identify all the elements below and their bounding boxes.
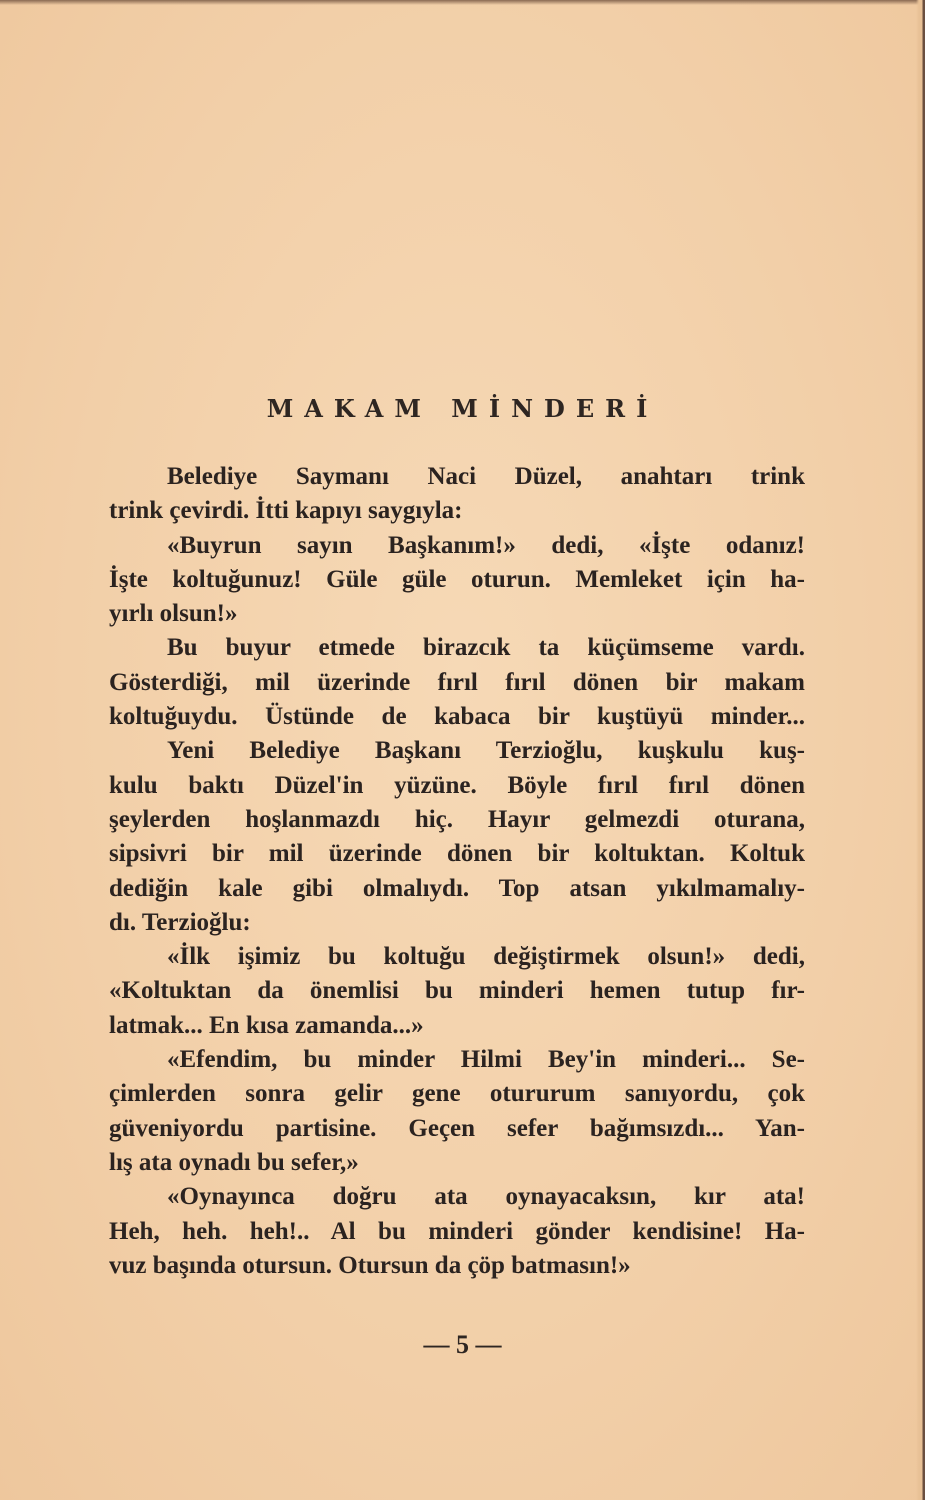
page-number: — 5 —: [423, 1330, 502, 1359]
page-right-edge: [916, 0, 925, 1500]
text-line: Yeni Belediye Başkanı Terzioğlu, kuşkulu kuş-: [167, 737, 805, 765]
chapter-title: MAKAM MİNDERİ: [266, 394, 659, 423]
page-top-edge: [0, 0, 925, 5]
text-line: güveniyordu partisine. Geçen sefer bağımsızdı... Yan-: [109, 1114, 805, 1142]
text-line: dediğin kale gibi olmalıydı. Top atsan yıkılmamalıy-: [109, 874, 805, 902]
text-line: «Oynayınca doğru ata oynayacaksın, kır ata!: [167, 1183, 805, 1211]
text-line: çimlerden sonra gelir gene otururum sanıyordu, çok: [109, 1080, 805, 1108]
text-line: sipsivri bir mil üzerinde dönen bir koltuktan. Koltuk: [109, 840, 805, 868]
text-line: Belediye Saymanı Naci Düzel, anahtarı trink: [167, 463, 805, 490]
text-line: vuz başında otursun. Otursun da çöp batmasın!»: [109, 1251, 631, 1279]
text-line: İşte koltuğunuz! Güle güle oturun. Memleket için ha-: [109, 565, 805, 593]
text-line: Gösterdiği, mil üzerinde fırıl fırıl dönen bir makam: [109, 668, 805, 696]
body-text: [109, 460, 805, 1283]
text-line: latmak... En kısa zamanda...»: [109, 1011, 424, 1039]
text-line: kulu baktı Düzel'in yüzüne. Böyle fırıl fırıl dönen: [109, 771, 805, 799]
text-line: «Buyrun sayın Başkanım!» dedi, «İşte odanız!: [167, 531, 805, 559]
text-line: «Koltuktan da önemlisi bu minderi hemen tutup fır-: [109, 977, 805, 1005]
text-line: Heh, heh. heh!.. Al bu minderi gönder kendisine! Ha-: [109, 1217, 805, 1245]
text-line: dı. Terzioğlu:: [109, 908, 251, 936]
text-line: lış ata oynadı bu sefer,»: [109, 1148, 359, 1176]
text-line: «İlk işimiz bu koltuğu değiştirmek olsun!» dedi,: [167, 943, 805, 971]
text-line: şeylerden hoşlanmazdı hiç. Hayır gelmezdi oturana,: [109, 805, 805, 833]
text-line: koltuğuydu. Üstünde de kabaca bir kuştüyü minder...: [109, 703, 805, 731]
text-line: trink çevirdi. İtti kapıyı saygıyla:: [109, 497, 463, 525]
text-line: «Efendim, bu minder Hilmi Bey'in minderi... Se-: [167, 1046, 805, 1074]
text-line: Bu buyur etmede birazcık ta küçümseme vardı.: [167, 634, 805, 662]
text-line: yırlı olsun!»: [109, 600, 238, 628]
